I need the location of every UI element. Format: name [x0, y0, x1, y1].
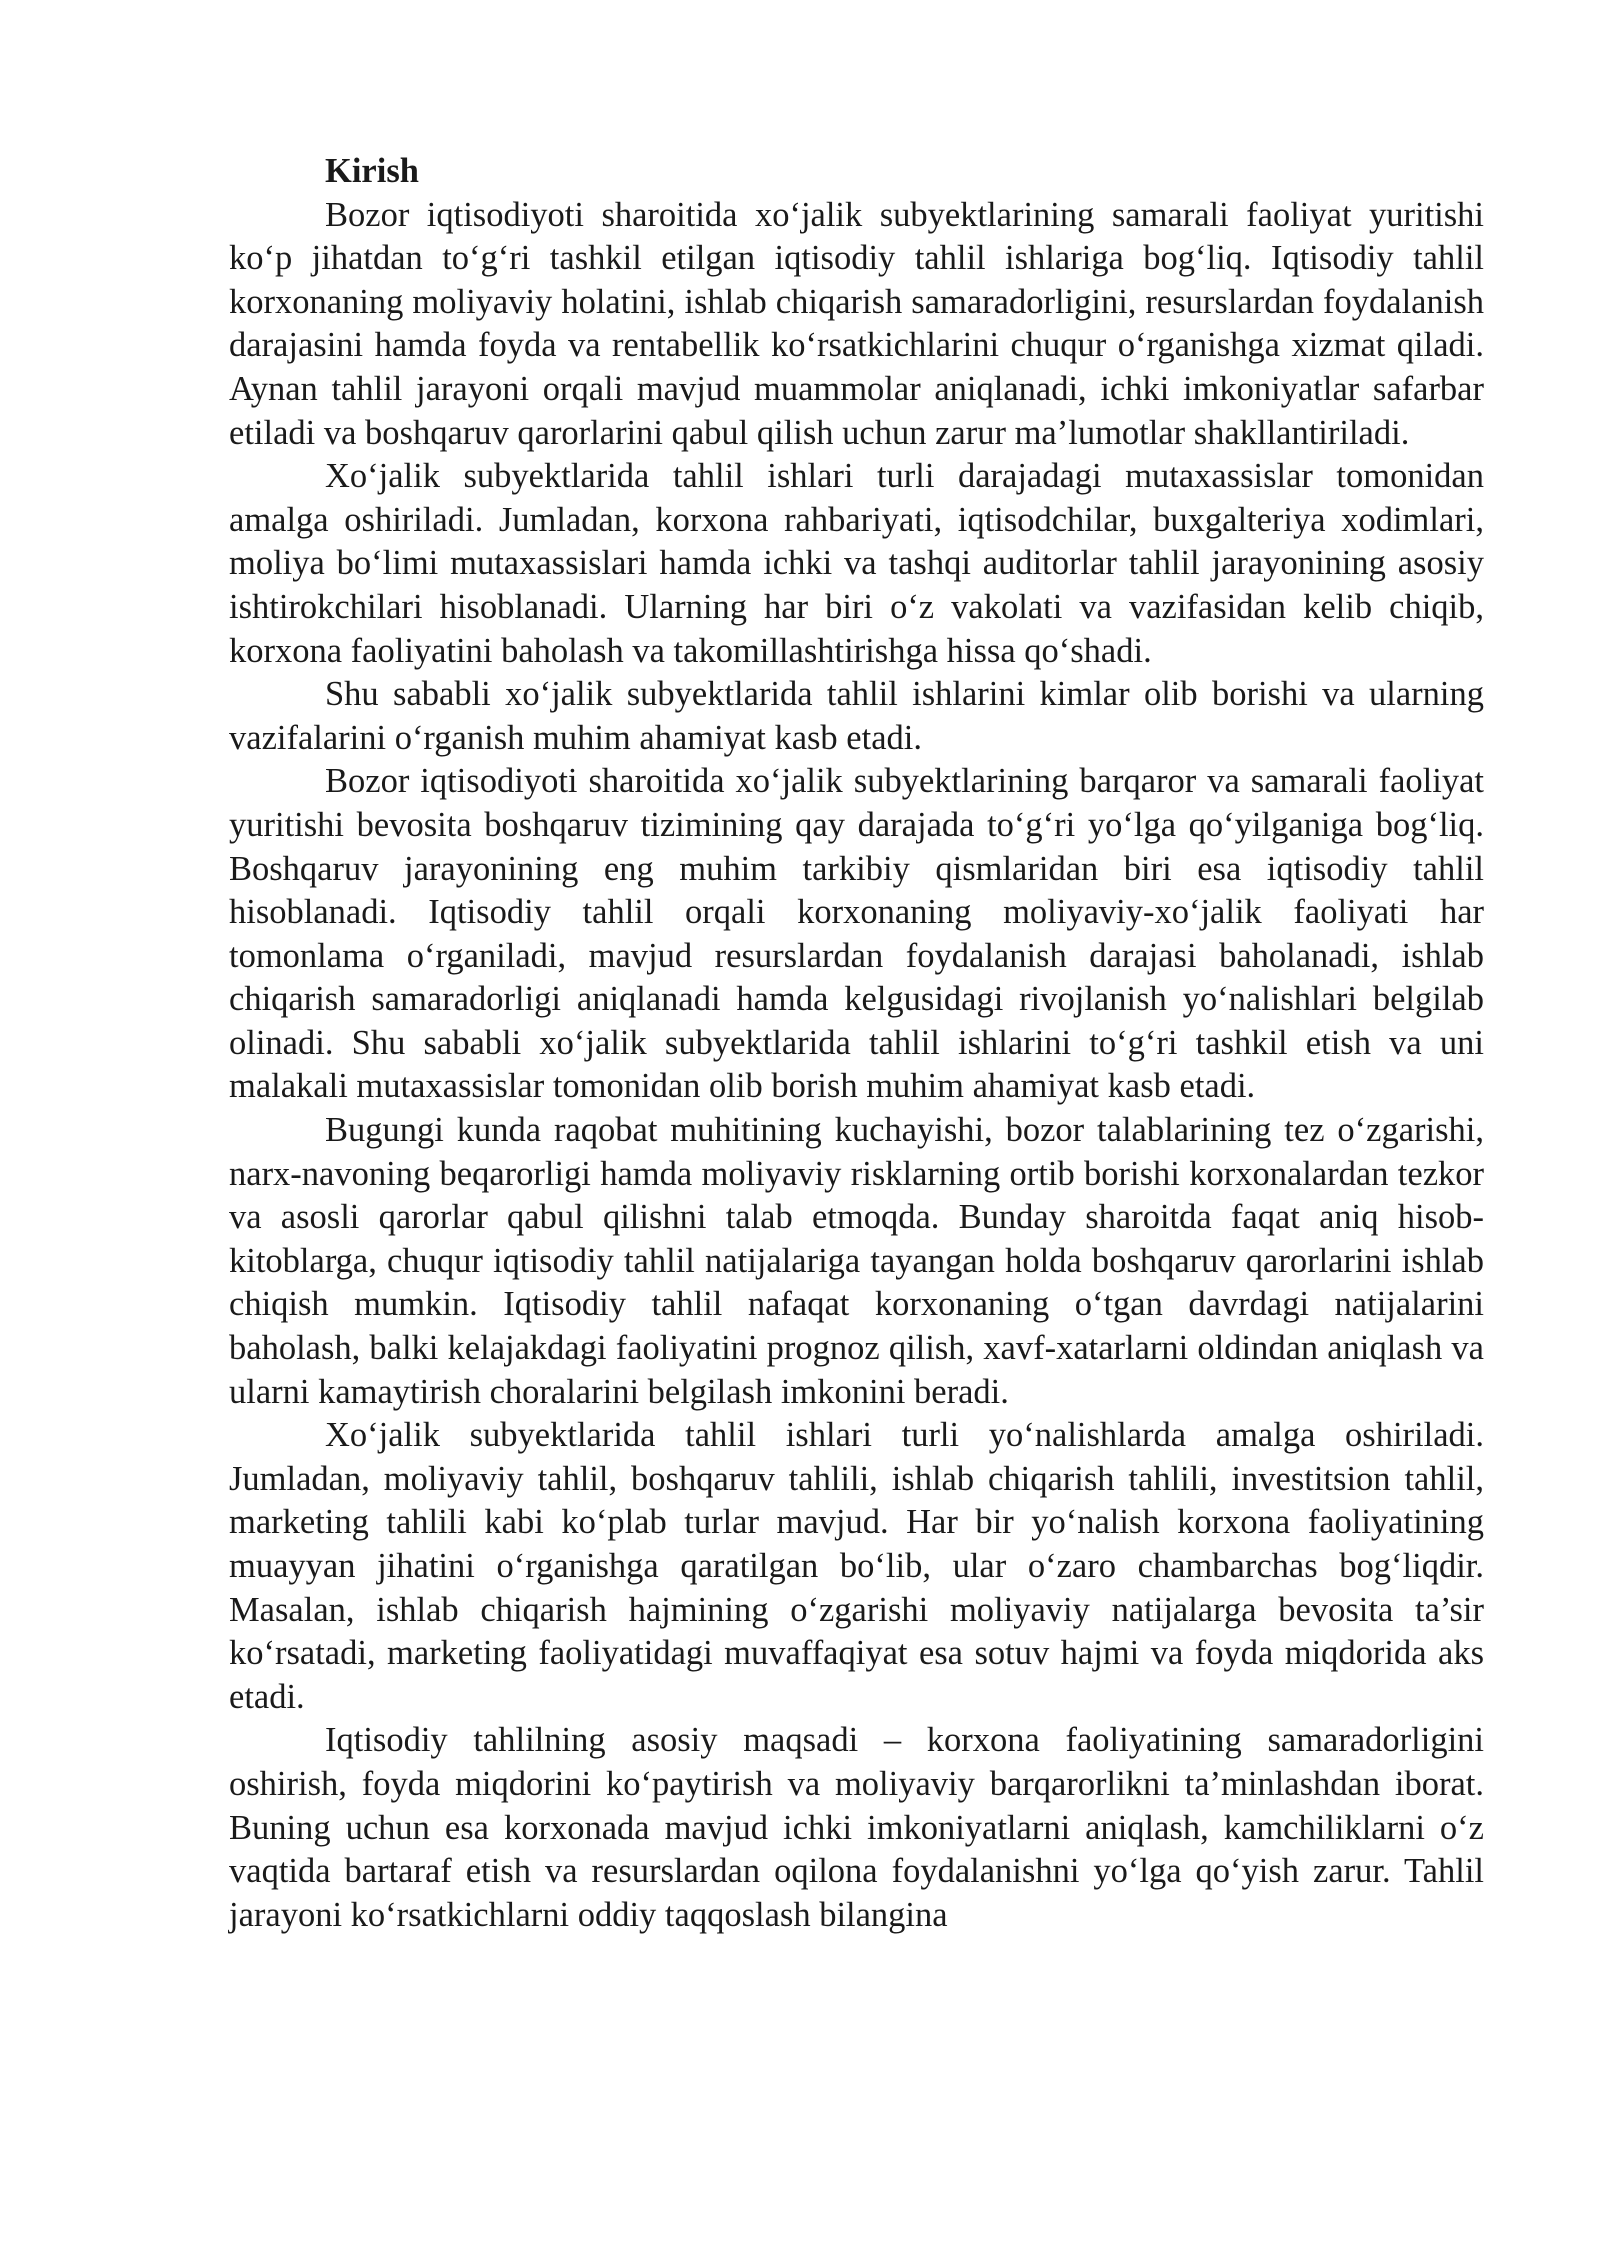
paragraph-3: Shu sababli xo‘jalik subyektlarida tahlil ishlarini kimlar olib borishi va ularning vazifalarini o‘rganish muhim ahamiyat kasb etadi.	[229, 675, 1484, 757]
paragraph-2: Xo‘jalik subyektlarida tahlil ishlari turli darajadagi mutaxassislar tomonidan amalga oshiriladi. Jumladan, korxona rahbariyati, iqtisodchilar, buxgalteriya xodimlari, moliya bo‘limi mutaxassislari hamda ichki va tashqi auditorlar tahlil jarayonining asosiy ishtirokchilari hisoblanadi. Ularning har biri o‘z vakolati va vazifasidan kelib chiqib, korxona faoliyatini baholash va takomillashtirishga hissa qo‘shadi.	[229, 457, 1484, 670]
paragraph-6: Xo‘jalik subyektlarida tahlil ishlari turli yo‘nalishlarda amalga oshiriladi. Jumladan, moliyaviy tahlil, boshqaruv tahlili, ishlab chiqarish tahlili, investitsion tahlil, marketing tahlili kabi ko‘plab turlar mavjud. Har bir yo‘nalish korxona faoliyatining muayyan jihatini o‘rganishga qaratilgan bo‘lib, ular o‘zaro chambarchas bog‘liqdir. Masalan, ishlab chiqarish hajmining o‘zgarishi moliyaviy natijalarga bevosita ta’sir ko‘rsatadi, marketing faoliyatidagi muvaffaqiyat esa sotuv hajmi va foyda miqdorida aks etadi.	[229, 1416, 1484, 1716]
section-heading: Kirish	[325, 152, 419, 190]
paragraph-7: Iqtisodiy tahlilning asosiy maqsadi – korxona faoliyatining samaradorligini oshirish, foyda miqdorini ko‘paytirish va moliyaviy barqarorlikni ta’minlashdan iborat. Buning uchun esa korxonada mavjud ichki imkoniyatlarni aniqlash, kamchiliklarni o‘z vaqtida bartaraf etish va resurslardan oqilona foydalanishni yo‘lga qo‘yish zarur. Tahlil jarayoni ko‘rsatkichlarni oddiy taqqoslash bilangina	[229, 1721, 1484, 1934]
paragraph-1: Bozor iqtisodiyoti sharoitida xo‘jalik subyektlarining samarali faoliyat yuritishi ko‘p jihatdan to‘g‘ri tashkil etilgan iqtisodiy tahlil ishlariga bog‘liq. Iqtisodiy tahlil korxonaning moliyaviy holatini, ishlab chiqarish samaradorligini, resurslardan foydalanish darajasini hamda foyda va rentabellik ko‘rsatkichlarini chuqur o‘rganishga xizmat qiladi. Aynan tahlil jarayoni orqali mavjud muammolar aniqlanadi, ichki imkoniyatlar safarbar etiladi va boshqaruv qarorlarini qabul qilish uchun zarur ma’lumotlar shakllantiriladi.	[229, 195, 1484, 452]
paragraph-4: Bozor iqtisodiyoti sharoitida xo‘jalik subyektlarining barqaror va samarali faoliyat yuritishi bevosita boshqaruv tizimining qay darajada to‘g‘ri yo‘lga qo‘yilganiga bog‘liq. Boshqaruv jarayonining eng muhim tarkibiy qismlaridan biri esa iqtisodiy tahlil hisoblanadi. Iqtisodiy tahlil orqali korxonaning moliyaviy-xo‘jalik faoliyati har tomonlama o‘rganiladi, mavjud resurslardan foydalanish darajasi baholanadi, ishlab chiqarish samaradorligi aniqlanadi hamda kelgusidagi rivojlanish yo‘nalishlari belgilab olinadi. Shu sababli xo‘jalik subyektlarida tahlil ishlarini to‘g‘ri tashkil etish va uni malakali mutaxassislar tomonidan olib borish muhim ahamiyat kasb etadi.	[229, 762, 1484, 1106]
document-page	[229, 150, 1484, 1937]
paragraph-5: Bugungi kunda raqobat muhitining kuchayishi, bozor talablarining tez o‘zgarishi, narx-navoning beqarorligi hamda moliyaviy risklarning ortib borishi korxonalardan tezkor va asosli qarorlar qabul qilishni talab etmoqda. Bunday sharoitda faqat aniq hisob-kitoblarga, chuqur iqtisodiy tahlil natijalariga tayangan holda boshqaruv qarorlarini ishlab chiqish mumkin. Iqtisodiy tahlil nafaqat korxonaning o‘tgan davrdagi natijalarini baholash, balki kelajakdagi faoliyatini prognoz qilish, xavf-xatarlarni oldindan aniqlash va ularni kamaytirish choralarini belgilash imkonini beradi.	[229, 1111, 1484, 1411]
